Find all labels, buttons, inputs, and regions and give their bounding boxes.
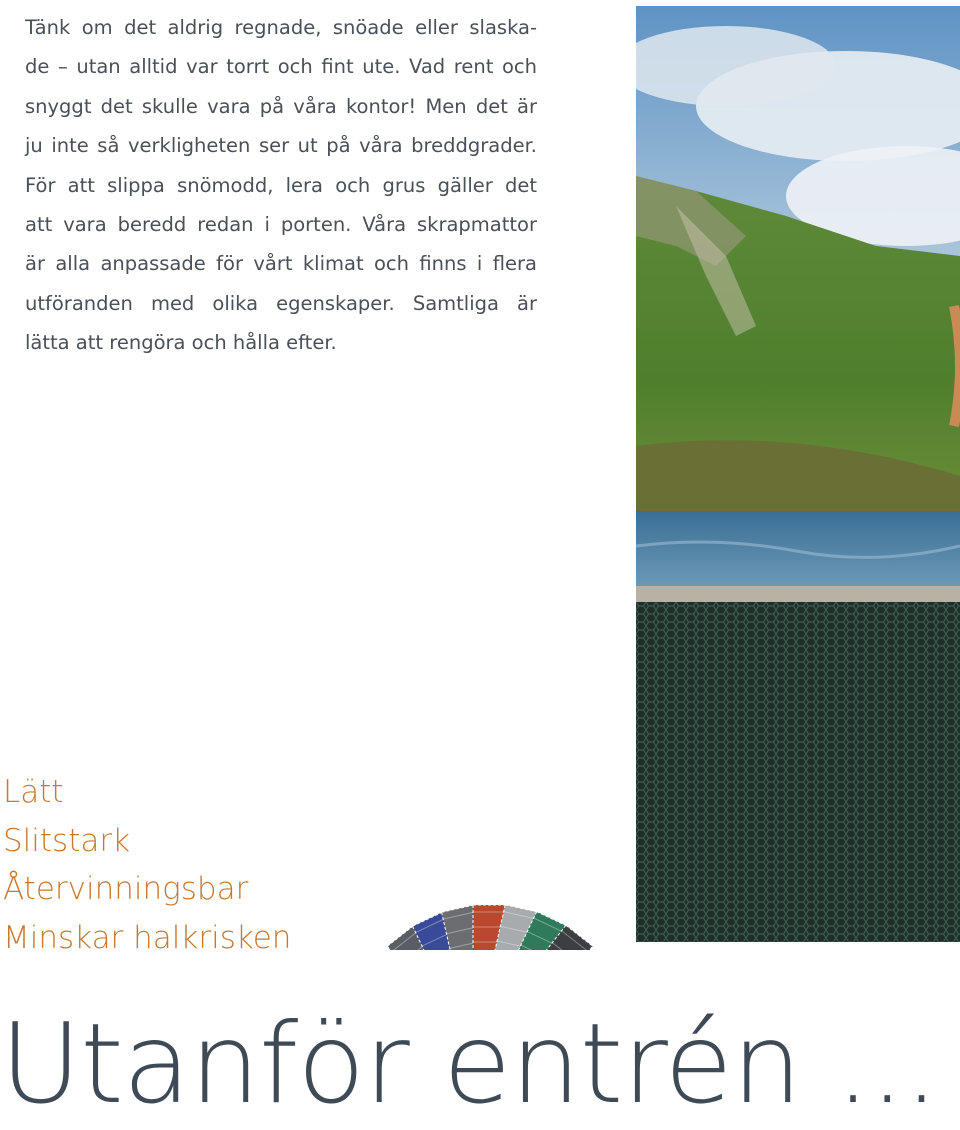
feature-item: Lätt <box>3 774 64 810</box>
intro-line: att vara beredd redan i porten. Våra skrapmattor <box>25 213 537 237</box>
feature-list <box>3 768 291 962</box>
landscape-photo-illustration <box>636 6 960 942</box>
mat-swatches-image <box>350 800 608 950</box>
intro-line: För att slippa snömodd, lera och grus gäller det <box>25 173 537 197</box>
intro-line: lätta att rengöra och hålla efter. <box>25 331 337 355</box>
feature-item: Återvinningsbar <box>3 871 249 907</box>
intro-line: snyggt det skulle vara på våra kontor! Men det är <box>25 94 537 118</box>
landscape-photo <box>636 6 960 942</box>
intro-line: Tänk om det aldrig regnade, snöade eller slaska- <box>25 16 537 39</box>
feature-item: Minskar halkrisken <box>3 919 292 956</box>
mat-swatches-fan <box>350 800 608 950</box>
intro-line: är alla anpassade för vårt klimat och finns i flera <box>25 252 537 276</box>
feature-item: Slitstark <box>3 822 131 859</box>
intro-line: utföranden med olika egenskaper. Samtliga är <box>25 291 537 315</box>
intro-line: de – utan alltid var torrt och fint ute. Vad rent och <box>25 55 537 79</box>
page-headline: Utanför entrén ... <box>0 1000 939 1129</box>
intro-paragraph <box>25 8 537 363</box>
intro-line: ju inte så verkligheten ser ut på våra breddgrader. <box>25 134 537 158</box>
